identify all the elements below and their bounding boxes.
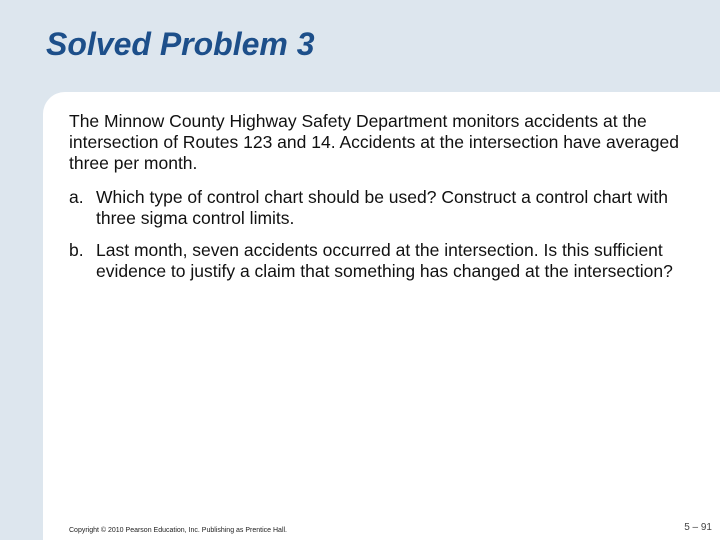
slide-title: Solved Problem 3	[46, 26, 315, 62]
question-b-marker: b.	[69, 240, 84, 260]
problem-statement: The Minnow County Highway Safety Department monitors accidents at the intersection of Routes 123 and 14. Accidents at the intersection have averaged three per month.	[69, 111, 679, 173]
question-a-text: Which type of control chart should be used? Construct a control chart with three sigma control limits.	[96, 187, 668, 228]
question-a	[69, 187, 699, 229]
copyright-notice: Copyright © 2010 Pearson Education, Inc. Publishing as Prentice Hall.	[69, 527, 288, 534]
question-b	[69, 240, 699, 282]
question-a-marker: a.	[69, 187, 84, 207]
question-b-text: Last month, seven accidents occurred at the intersection. Is this sufficient evidence to justify a claim that something has changed at the intersection?	[96, 240, 673, 281]
page-number: 5 – 91	[684, 522, 712, 533]
